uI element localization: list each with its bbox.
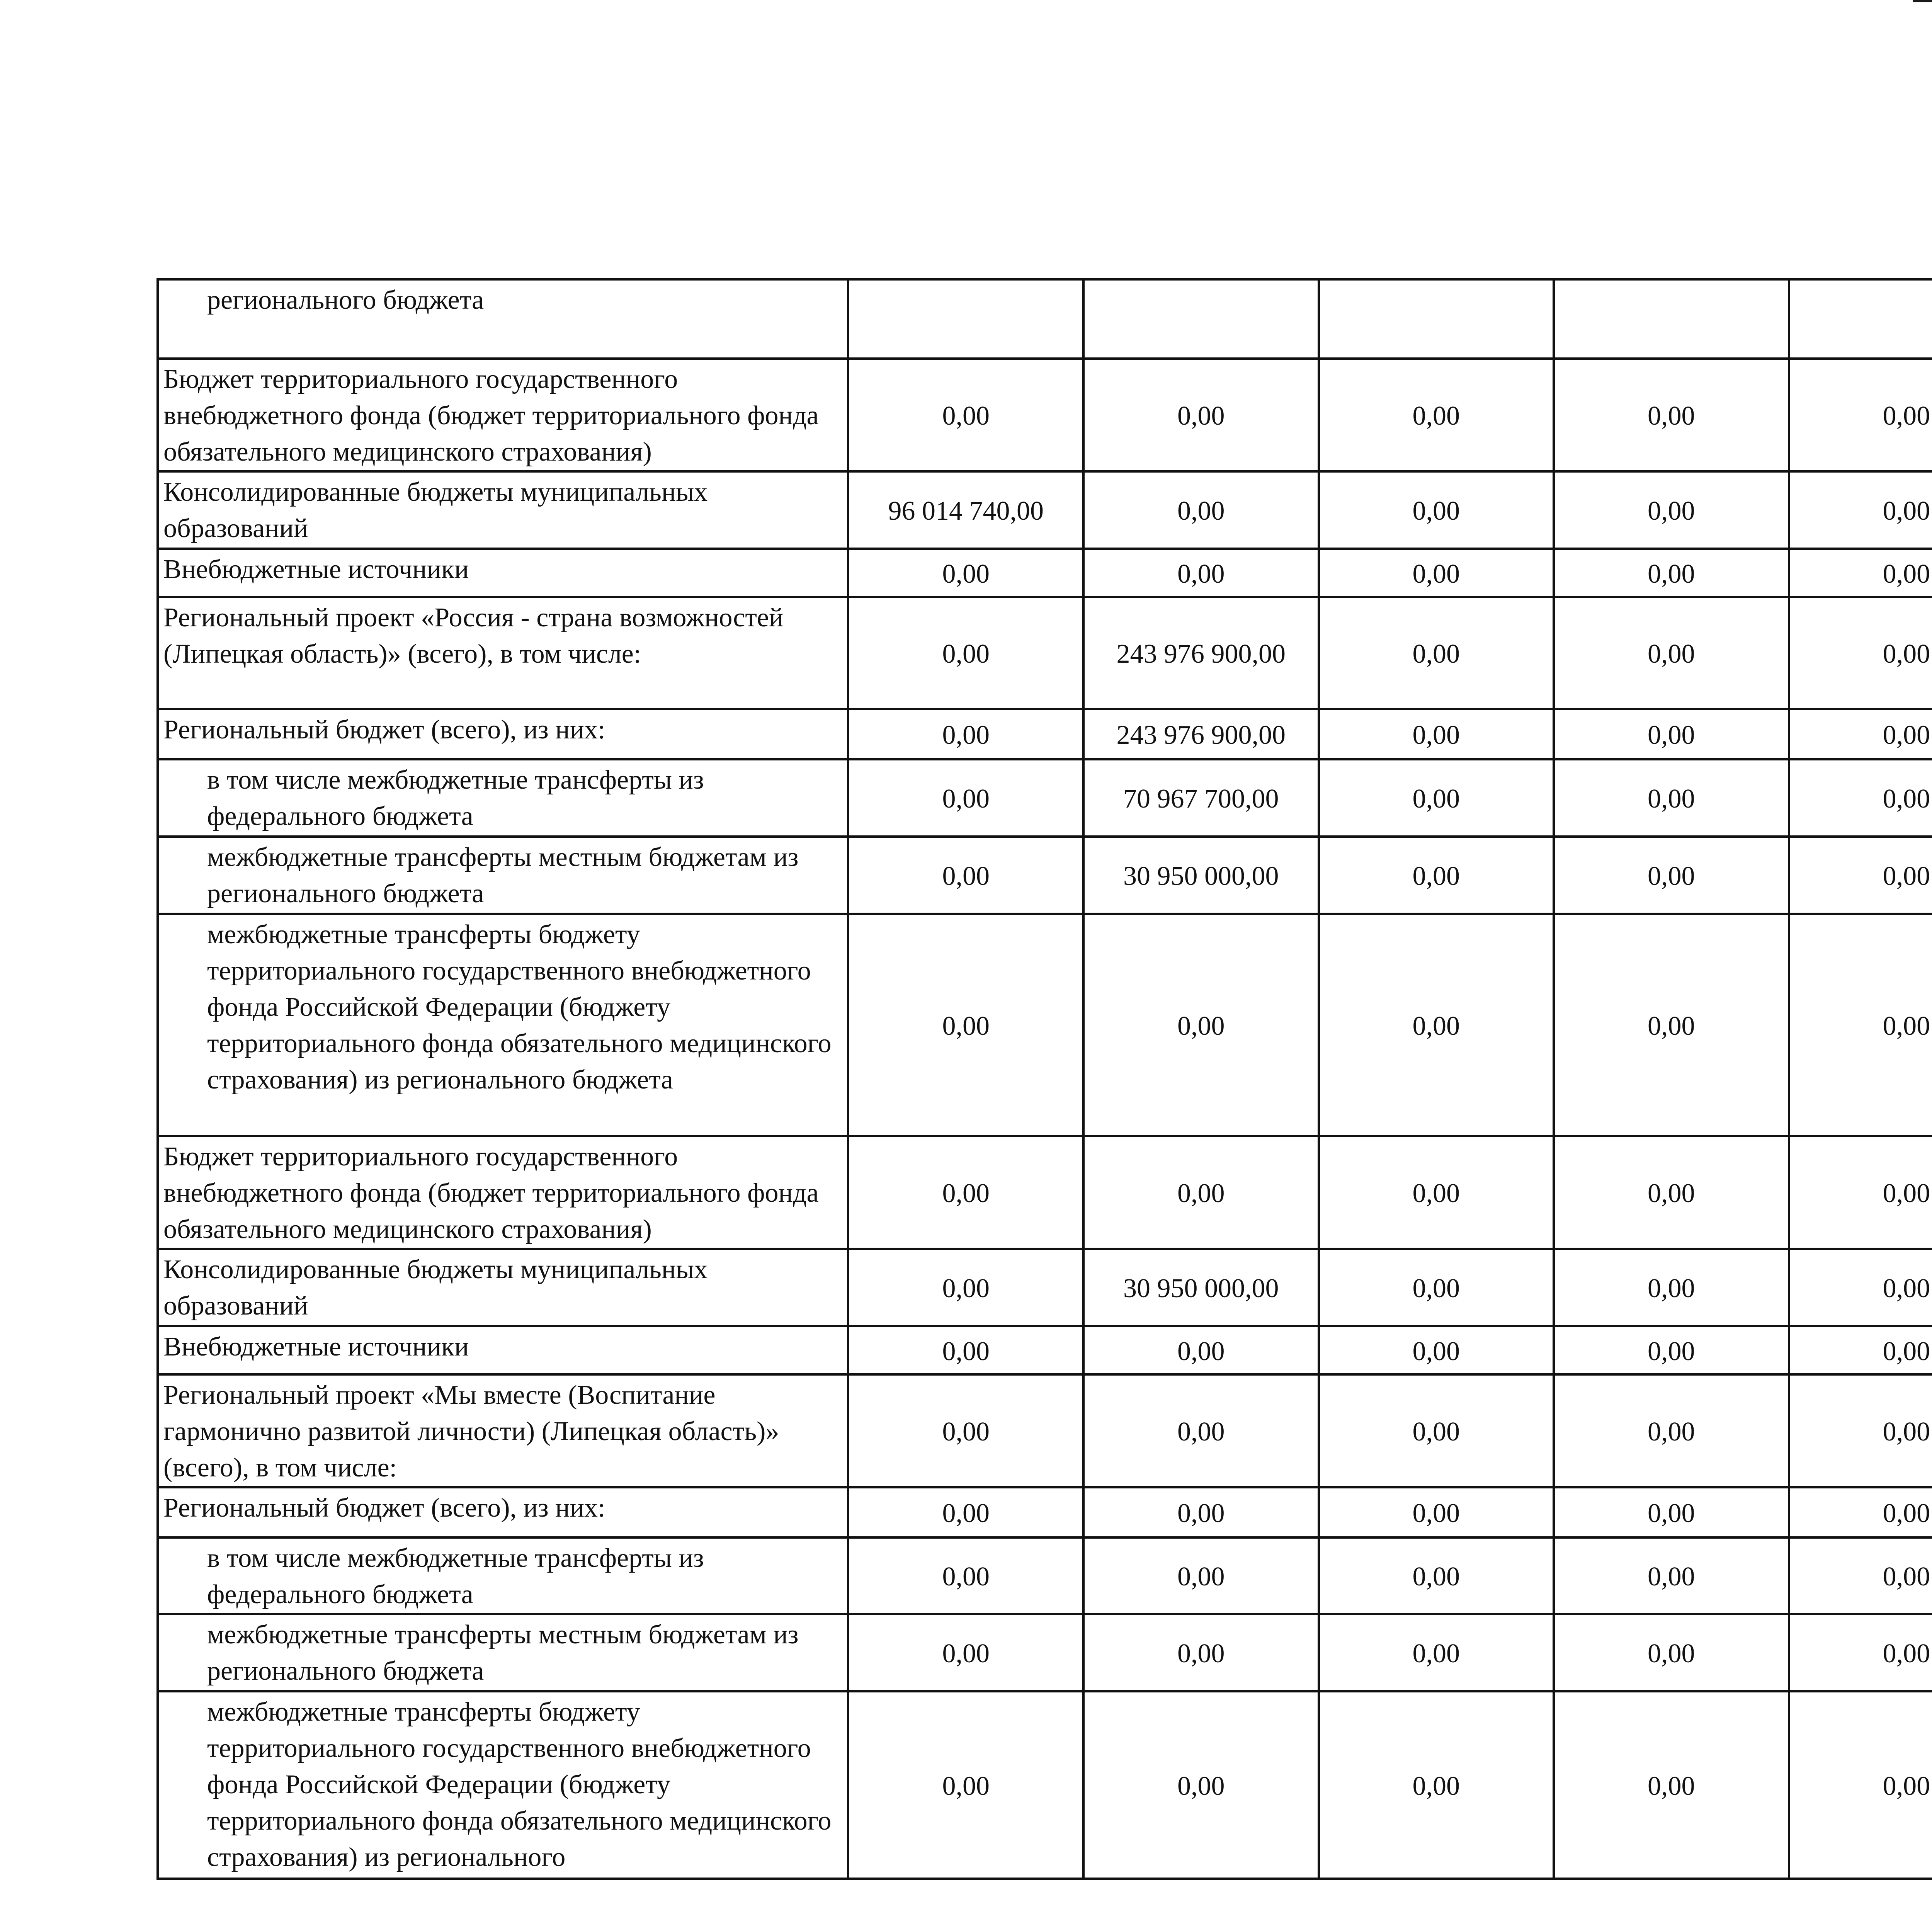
value-cell: 0,00	[1789, 1691, 1932, 1879]
value-cell: 0,00	[1319, 549, 1554, 597]
value-cell	[1789, 279, 1932, 359]
budget-table-body	[158, 279, 1932, 1879]
row-label: Региональный проект «Мы вместе (Воспитание гармонично развитой личности) (Липецкая область)» (всего), в том числе:	[158, 1374, 848, 1487]
value-cell: 0,00	[1083, 914, 1319, 1136]
value-cell: 243 976 900,00	[1083, 709, 1319, 759]
value-cell: 30 950 000,00	[1083, 1249, 1319, 1326]
value-cell: 0,00	[1319, 597, 1554, 709]
value-cell: 0,00	[1083, 1136, 1319, 1249]
value-cell: 0,00	[1083, 1374, 1319, 1487]
value-cell: 0,00	[1554, 1537, 1789, 1614]
table-row	[158, 471, 1932, 549]
budget-table	[156, 278, 1932, 1880]
value-cell: 0,00	[1083, 1326, 1319, 1374]
value-cell: 0,00	[1083, 1691, 1319, 1879]
scan-edge-top	[1913, 0, 1932, 2]
value-cell: 0,00	[1319, 1374, 1554, 1487]
value-cell: 0,00	[1319, 709, 1554, 759]
table-row	[158, 1537, 1932, 1614]
table-row	[158, 549, 1932, 597]
value-cell: 0,00	[1789, 549, 1932, 597]
value-cell: 0,00	[1789, 1614, 1932, 1691]
table-row	[158, 1691, 1932, 1879]
row-label: Консолидированные бюджеты муниципальных образований	[158, 1249, 848, 1326]
value-cell: 0,00	[848, 1537, 1083, 1614]
row-label: Региональный бюджет (всего), из них:	[158, 1487, 848, 1537]
value-cell: 0,00	[1319, 1614, 1554, 1691]
value-cell: 0,00	[1789, 1249, 1932, 1326]
value-cell: 0,00	[1083, 1614, 1319, 1691]
value-cell: 0,00	[1319, 1326, 1554, 1374]
value-cell: 0,00	[1083, 1537, 1319, 1614]
table-row	[158, 1249, 1932, 1326]
value-cell: 0,00	[1319, 1691, 1554, 1879]
value-cell: 0,00	[848, 549, 1083, 597]
value-cell: 0,00	[1319, 759, 1554, 837]
value-cell: 0,00	[848, 1249, 1083, 1326]
value-cell: 0,00	[1789, 471, 1932, 549]
value-cell: 0,00	[1554, 549, 1789, 597]
row-label: Бюджет территориального государственного внебюджетного фонда (бюджет территориального фонда обязательного медицинского страхования)	[158, 359, 848, 471]
value-cell: 0,00	[1554, 1374, 1789, 1487]
value-cell: 0,00	[1319, 359, 1554, 471]
value-cell: 0,00	[1789, 1374, 1932, 1487]
value-cell: 0,00	[1789, 914, 1932, 1136]
row-label: регионального бюджета	[158, 279, 848, 359]
table-row	[158, 759, 1932, 837]
row-label: Внебюджетные источники	[158, 549, 848, 597]
value-cell: 96 014 740,00	[848, 471, 1083, 549]
value-cell: 0,00	[1554, 837, 1789, 914]
value-cell: 0,00	[1789, 1326, 1932, 1374]
table-row	[158, 1136, 1932, 1249]
value-cell: 70 967 700,00	[1083, 759, 1319, 837]
value-cell	[1554, 279, 1789, 359]
value-cell: 0,00	[1083, 471, 1319, 549]
value-cell: 0,00	[1789, 709, 1932, 759]
value-cell: 0,00	[1789, 837, 1932, 914]
value-cell: 0,00	[1789, 597, 1932, 709]
value-cell: 0,00	[1789, 359, 1932, 471]
value-cell: 0,00	[1083, 1487, 1319, 1537]
row-label: в том числе межбюджетные трансферты из федерального бюджета	[158, 1537, 848, 1614]
value-cell: 0,00	[848, 1487, 1083, 1537]
value-cell: 0,00	[1554, 709, 1789, 759]
row-label: межбюджетные трансферты местным бюджетам из регионального бюджета	[158, 837, 848, 914]
value-cell: 0,00	[1789, 1487, 1932, 1537]
value-cell: 0,00	[1319, 914, 1554, 1136]
value-cell: 0,00	[1789, 1537, 1932, 1614]
row-label: межбюджетные трансферты бюджету территориального государственного внебюджетного фонда Российской Федерации (бюджету территориального фонда обязательного медицинского страхования) из регионального бюджета	[158, 914, 848, 1136]
value-cell: 0,00	[848, 837, 1083, 914]
value-cell: 0,00	[1319, 1136, 1554, 1249]
value-cell: 0,00	[1789, 759, 1932, 837]
value-cell: 0,00	[1554, 1249, 1789, 1326]
value-cell: 0,00	[1554, 759, 1789, 837]
value-cell: 0,00	[848, 1326, 1083, 1374]
value-cell: 0,00	[1554, 1136, 1789, 1249]
value-cell: 243 976 900,00	[1083, 597, 1319, 709]
value-cell: 0,00	[1554, 597, 1789, 709]
value-cell: 0,00	[848, 359, 1083, 471]
value-cell: 0,00	[848, 914, 1083, 1136]
row-label: Региональный проект «Россия - страна возможностей (Липецкая область)» (всего), в том числе:	[158, 597, 848, 709]
value-cell: 0,00	[848, 759, 1083, 837]
value-cell: 0,00	[1554, 914, 1789, 1136]
value-cell: 0,00	[848, 709, 1083, 759]
value-cell: 30 950 000,00	[1083, 837, 1319, 914]
value-cell: 0,00	[1789, 1136, 1932, 1249]
table-row	[158, 279, 1932, 359]
value-cell	[848, 279, 1083, 359]
value-cell: 0,00	[1319, 1487, 1554, 1537]
value-cell: 0,00	[848, 1374, 1083, 1487]
table-row	[158, 837, 1932, 914]
value-cell: 0,00	[1319, 471, 1554, 549]
table-row	[158, 597, 1932, 709]
value-cell	[1319, 279, 1554, 359]
value-cell: 0,00	[1083, 359, 1319, 471]
value-cell: 0,00	[848, 1691, 1083, 1879]
row-label: Бюджет территориального государственного внебюджетного фонда (бюджет территориального фонда обязательного медицинского страхования)	[158, 1136, 848, 1249]
value-cell: 0,00	[1554, 359, 1789, 471]
row-label: Региональный бюджет (всего), из них:	[158, 709, 848, 759]
table-row	[158, 359, 1932, 471]
table-row	[158, 709, 1932, 759]
table-row	[158, 1487, 1932, 1537]
value-cell: 0,00	[1554, 1326, 1789, 1374]
value-cell: 0,00	[848, 597, 1083, 709]
value-cell: 0,00	[848, 1136, 1083, 1249]
table-row	[158, 1326, 1932, 1374]
value-cell: 0,00	[848, 1614, 1083, 1691]
row-label: Консолидированные бюджеты муниципальных образований	[158, 471, 848, 549]
value-cell: 0,00	[1554, 1614, 1789, 1691]
value-cell: 0,00	[1554, 1487, 1789, 1537]
row-label: межбюджетные трансферты местным бюджетам из регионального бюджета	[158, 1614, 848, 1691]
table-row	[158, 1614, 1932, 1691]
value-cell: 0,00	[1319, 1537, 1554, 1614]
value-cell: 0,00	[1319, 837, 1554, 914]
table-row	[158, 1374, 1932, 1487]
table-row	[158, 914, 1932, 1136]
value-cell: 0,00	[1554, 471, 1789, 549]
row-label: межбюджетные трансферты бюджету территориального государственного внебюджетного фонда Российской Федерации (бюджету территориального фонда обязательного медицинского страхования) из регионального	[158, 1691, 848, 1879]
value-cell: 0,00	[1319, 1249, 1554, 1326]
value-cell	[1083, 279, 1319, 359]
value-cell: 0,00	[1554, 1691, 1789, 1879]
value-cell: 0,00	[1083, 549, 1319, 597]
row-label: в том числе межбюджетные трансферты из федерального бюджета	[158, 759, 848, 837]
row-label: Внебюджетные источники	[158, 1326, 848, 1374]
